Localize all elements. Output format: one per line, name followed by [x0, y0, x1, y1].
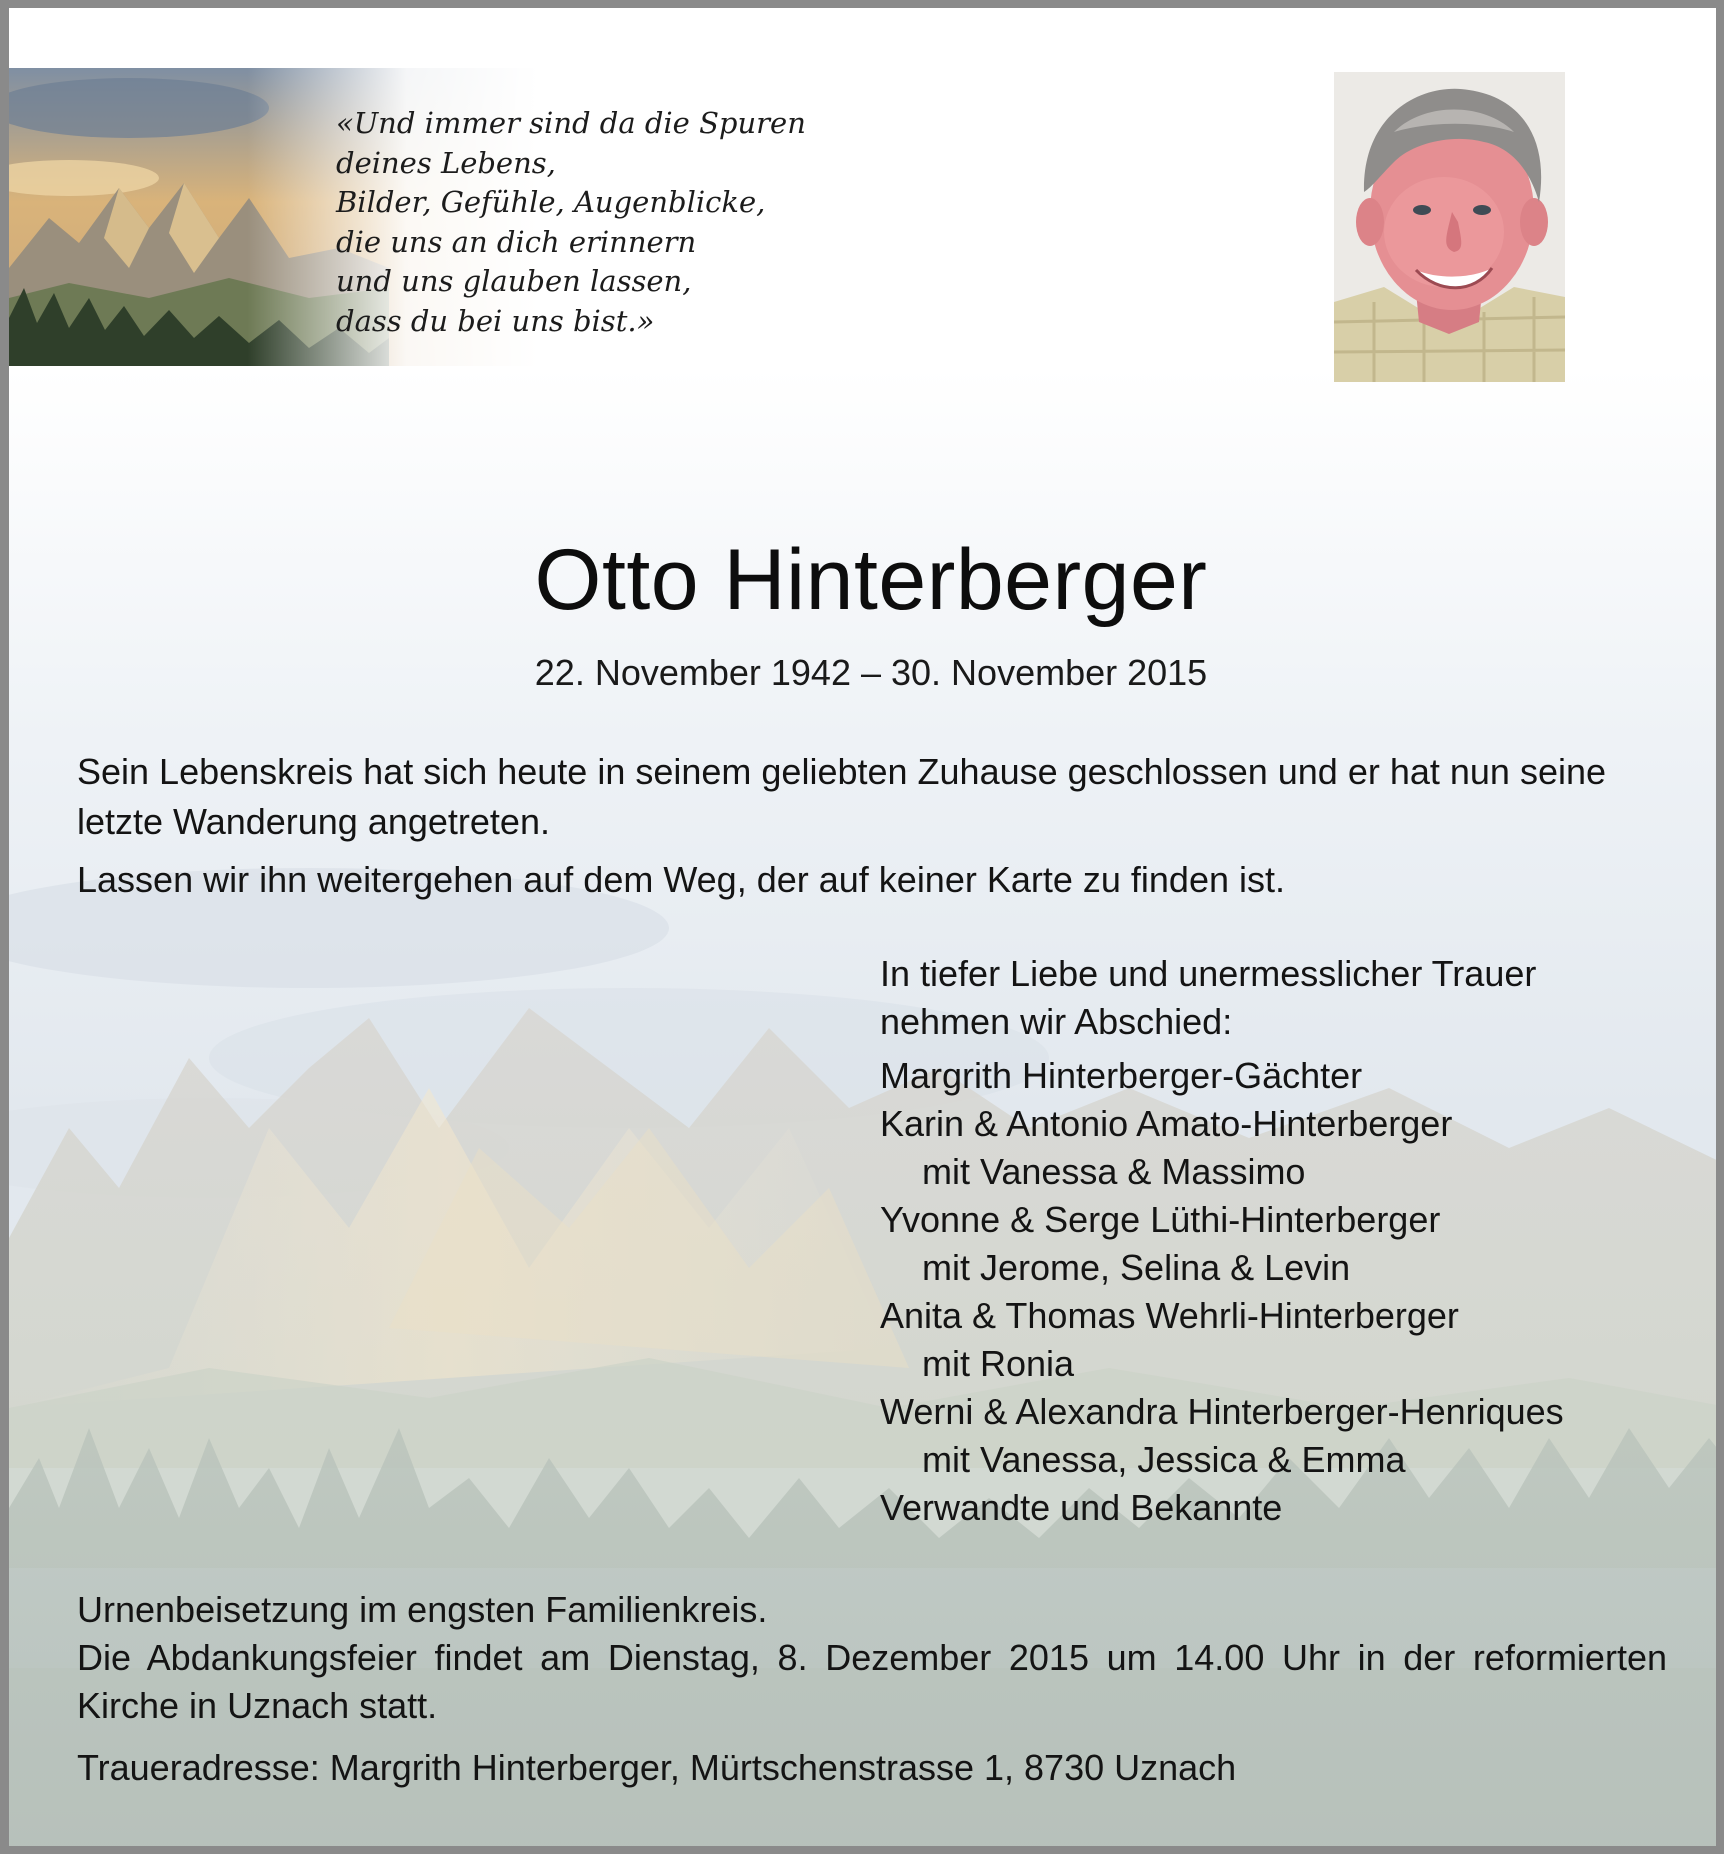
- quote-line: und uns glauben lassen,: [336, 264, 692, 298]
- family-children: mit Jerome, Selina & Levin: [922, 1247, 1351, 1288]
- intro-paragraph-1: Sein Lebenskreis hat sich heute in seinem geliebten Zuhause geschlossen und er hat nun seine letzte Wanderung angetreten.: [77, 751, 1607, 842]
- family-children: mit Vanessa, Jessica & Emma: [922, 1439, 1406, 1480]
- deceased-name: Otto Hinterberger: [534, 532, 1208, 628]
- mourners-lead-line: In tiefer Liebe und unermesslicher Trauer: [880, 953, 1537, 994]
- life-dates: 22. November 1942 – 30. November 2015: [534, 652, 1208, 693]
- quote-line: dass du bei uns bist.»: [336, 303, 655, 338]
- closing-text: [77, 1586, 1667, 1792]
- portrait-photo: [1334, 72, 1565, 382]
- burial-note: Urnenbeisetzung im engsten Familienkreis.: [77, 1589, 768, 1630]
- mourners-lead: [880, 950, 1680, 1046]
- family-member: Werni & Alexandra Hinterberger-Henriques: [880, 1391, 1564, 1432]
- family-member: Yvonne & Serge Lüthi-Hinterberger: [880, 1199, 1441, 1240]
- mourning-address: Traueradresse: Margrith Hinterberger, Mürtschenstrasse 1, 8730 Uznach: [77, 1747, 1237, 1788]
- mourners-lead-line: nehmen wir Abschied:: [880, 1001, 1233, 1042]
- family-children: mit Vanessa & Massimo: [922, 1151, 1306, 1192]
- quote-line: «Und immer sind da die Spuren: [336, 106, 806, 140]
- quote-line: Bilder, Gefühle, Augenblicke,: [336, 185, 766, 219]
- family-member: Anita & Thomas Wehrli-Hinterberger: [880, 1295, 1459, 1336]
- family-list: [880, 1052, 1680, 1532]
- family-children: mit Ronia: [922, 1343, 1075, 1384]
- quote-line: deines Lebens,: [336, 145, 556, 180]
- intro-paragraph-2: Lassen wir ihn weitergehen auf dem Weg, der auf keiner Karte zu finden ist.: [77, 859, 1286, 900]
- ceremony-note: Die Abdankungsfeier findet am Dienstag, 8. Dezember 2015 um 14.00 Uhr in der reformierten Kirche in Uznach statt.: [77, 1637, 1667, 1726]
- family-member: Karin & Antonio Amato-Hinterberger: [880, 1103, 1453, 1144]
- memorial-quote: [336, 104, 856, 341]
- mourners-block: [880, 950, 1680, 1532]
- quote-line: die uns an dich erinnern: [336, 224, 697, 259]
- family-member: Margrith Hinterberger-Gächter: [880, 1055, 1363, 1096]
- family-member: Verwandte und Bekannte: [880, 1487, 1283, 1528]
- intro-text: [77, 747, 1667, 913]
